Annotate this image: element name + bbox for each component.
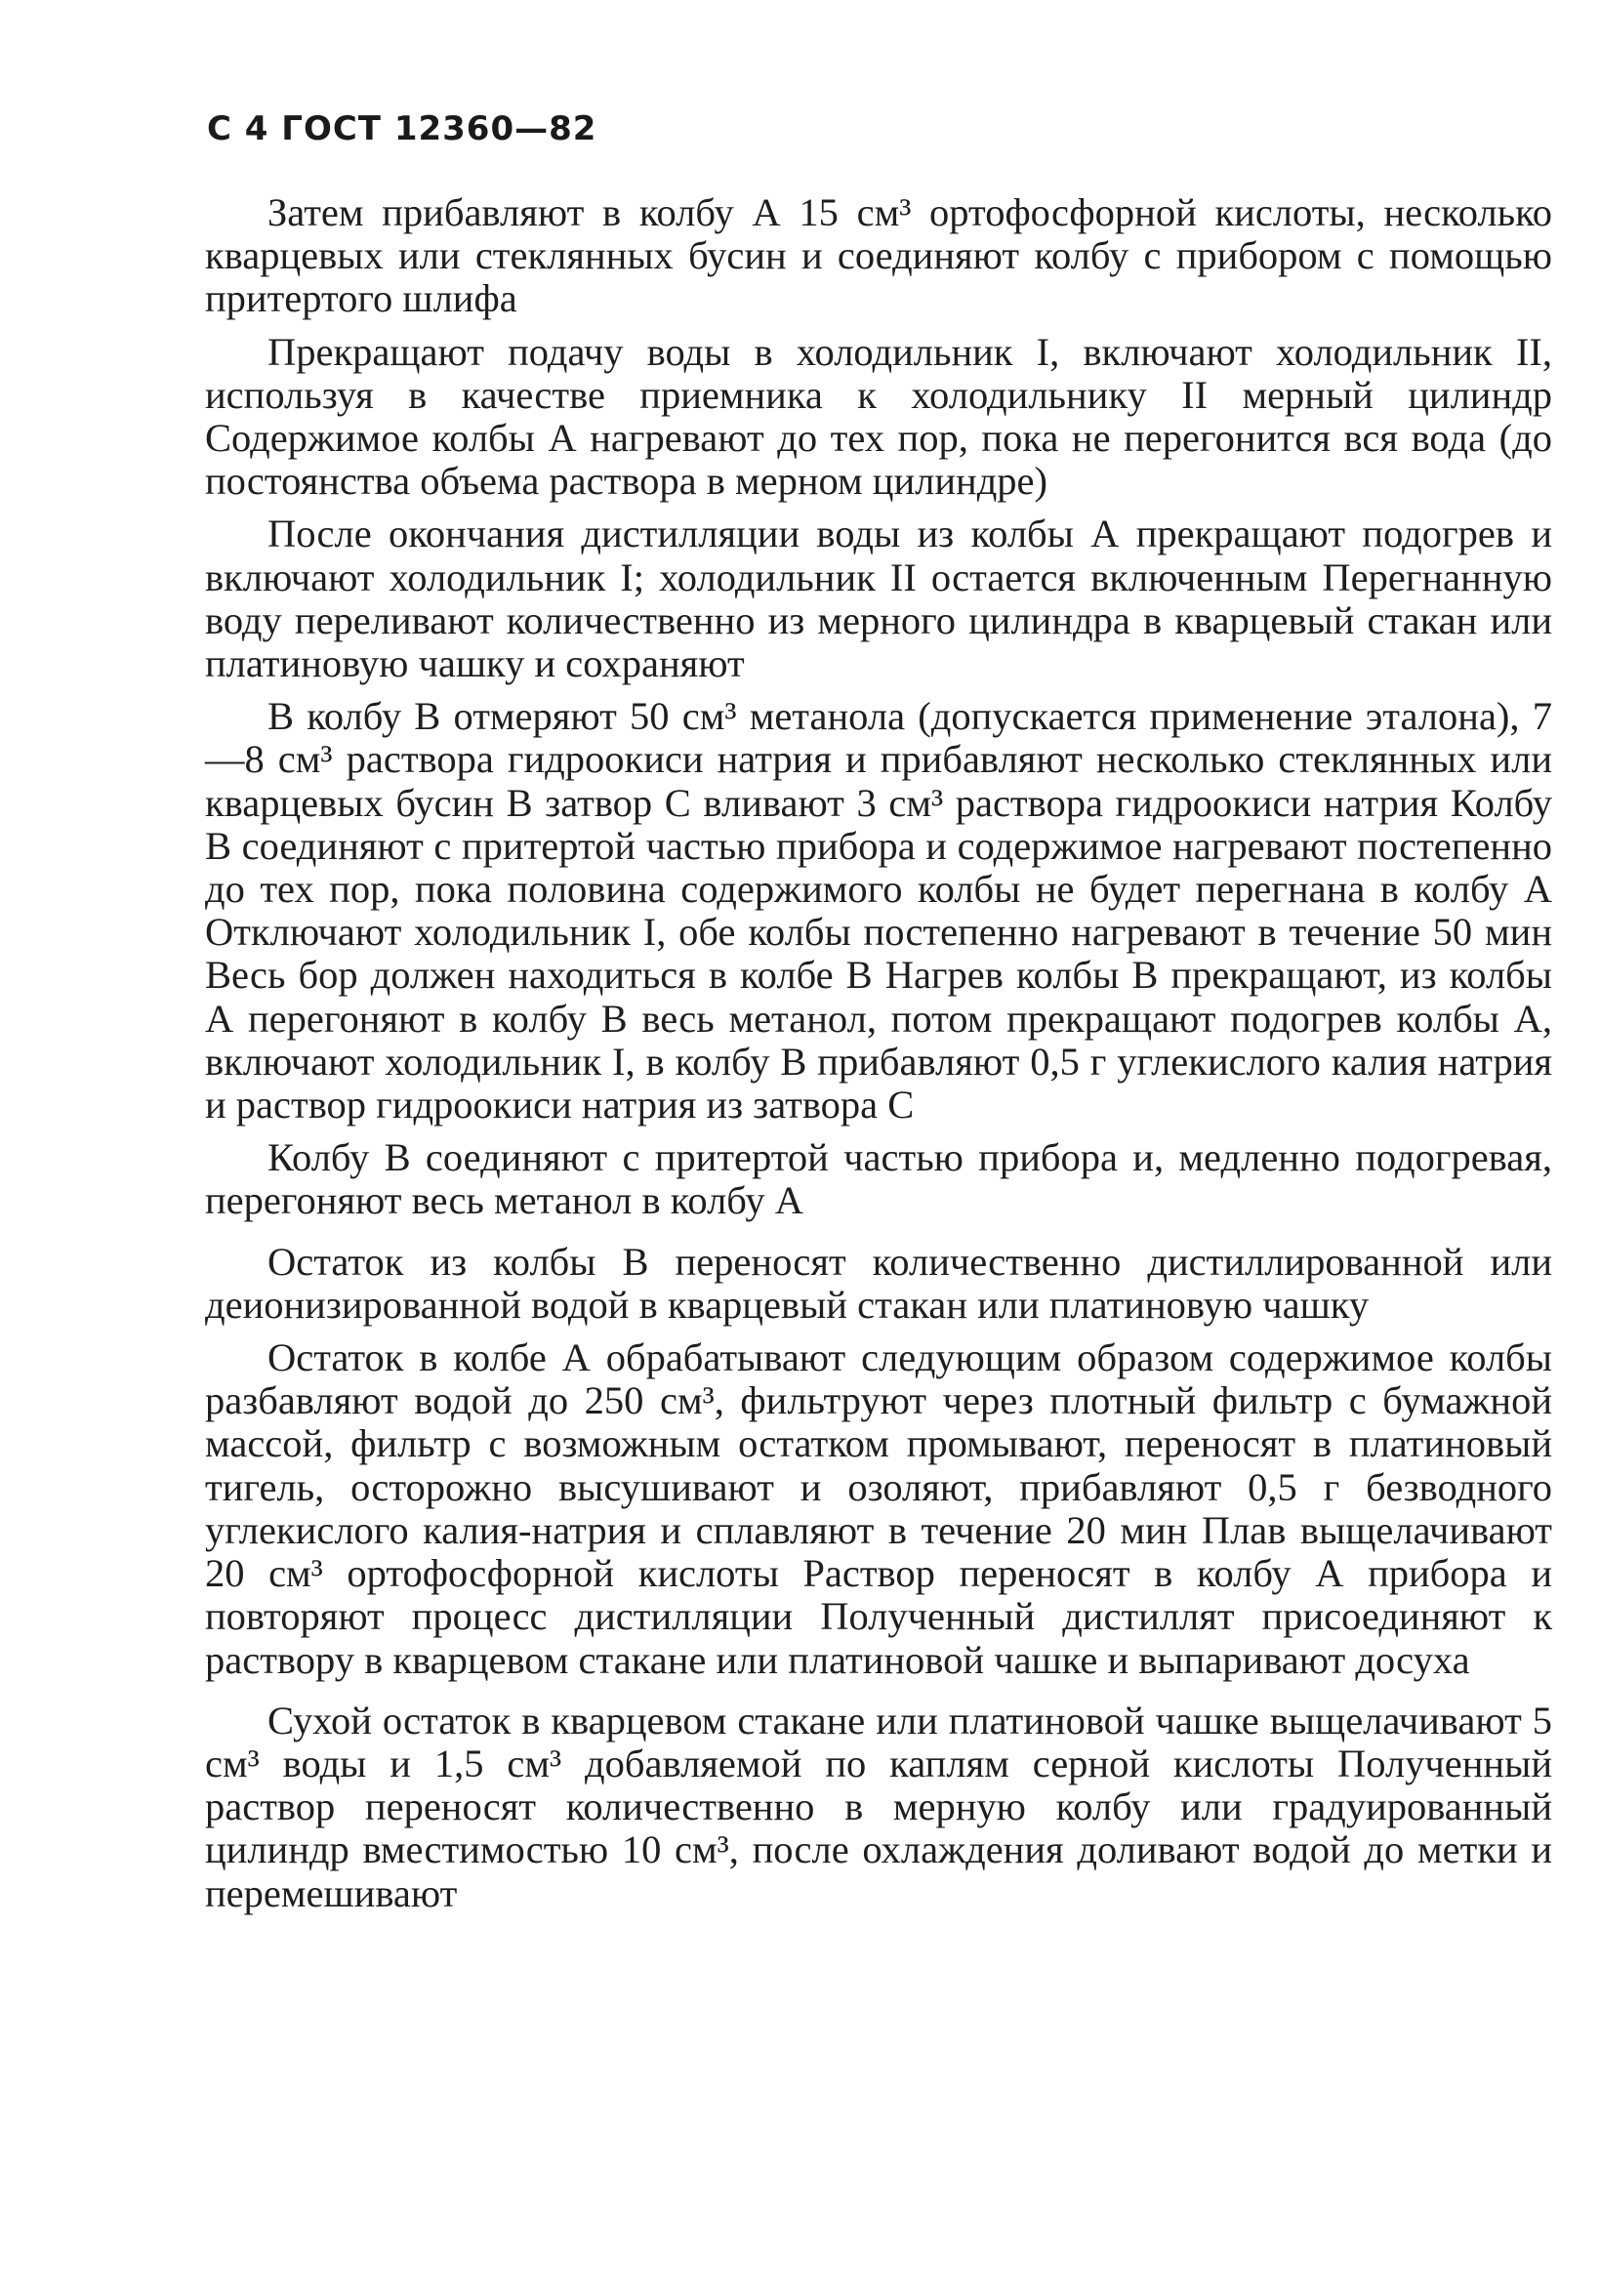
running-header: С 4 ГОСТ 12360—82 xyxy=(207,109,597,148)
paragraph-methanol-distillation: В колбу В отмеряют 50 см³ метанола (допускается применение эталона), 7—8 см³ раствора гидроокиси натрия и прибавляют несколько стеклянных или кварцевых бусин В затвор С вливают 3 см³ раствора гидроокиси натрия Колбу В соединяют с притертой частью прибора и содержимое нагревают постепенно до тех пор, пока половина содержимого колбы не будет перегнана в колбу А Отключают холодильник I, обе колбы постепенно нагревают в течение 50 мин Весь бор должен находиться в колбе В Нагрев колбы В прекращают, из колбы А перегоняют в колбу В весь метанол, потом прекращают подогрев колбы А, включают холодильник I, в колбу В прибавляют 0,5 г углекислого калия натрия и раствор гидроокиси натрия из затвора С xyxy=(205,694,1552,1128)
paragraph-dry-residue: Сухой остаток в кварцевом стакане или платиновой чашке выщелачивают 5 см³ воды и 1,5 см³ добавляемой по каплям серной кислоты Полученный раствор переносят количественно в мерную колбу или градуированный цилиндр вместимостью 10 см³, после охлаждения доливают водой до метки и перемешивают xyxy=(205,1698,1552,1915)
paragraph-residue-treatment: Остаток в колбе А обрабатывают следующим образом содержимое колбы разбавляют водой до 250 см³, фильтруют через плотный фильтр с бумажной массой, фильтр с возможным остатком промывают, переносят в платиновый тигель, осторожно высушивают и озоляют, прибавляют 0,5 г безводного углекислого калия-натрия и сплавляют в течение 20 мин Плав выщелачивают 20 см³ ортофосфорной кислоты Раствор переносят в колбу А прибора и повторяют процесс дистилляции Полученный дистиллят присоединяют к раствору в кварцевом стакане или платиновой чашке и выпаривают досуха xyxy=(205,1335,1552,1682)
paragraph-distill-water: Прекращают подачу воды в холодильник I, включают холодильник II, используя в качестве приемника к холодильнику II мерный цилиндр Содержимое колбы А нагревают до тех пор, пока не перегонится вся вода (до постоянства объема раствора в мерном цилиндре) xyxy=(205,329,1552,504)
paragraph-reconnect-flask: Колбу В соединяют с притертой частью прибора и, медленно подогревая, перегоняют весь метанол в колбу А xyxy=(205,1135,1552,1223)
body-text xyxy=(205,191,1552,1915)
paragraph-add-acid: Затем прибавляют в колбу А 15 см³ ортофосфорной кислоты, несколько кварцевых или стеклянных бусин и соединяют колбу с прибором с помощью притертого шлифа xyxy=(205,190,1552,321)
paragraph-after-distillation: После окончания дистилляции воды из колбы А прекращают подогрев и включают холодильник I; холодильник II остается включенным Перегнанную воду переливают количественно из мерного цилиндра в кварцевый стакан или платиновую чашку и сохраняют xyxy=(205,512,1552,686)
paragraph-residue-transfer: Остаток из колбы В переносят количественно дистиллированной или деионизированной водой в кварцевый стакан или платиновую чашку xyxy=(205,1239,1552,1327)
